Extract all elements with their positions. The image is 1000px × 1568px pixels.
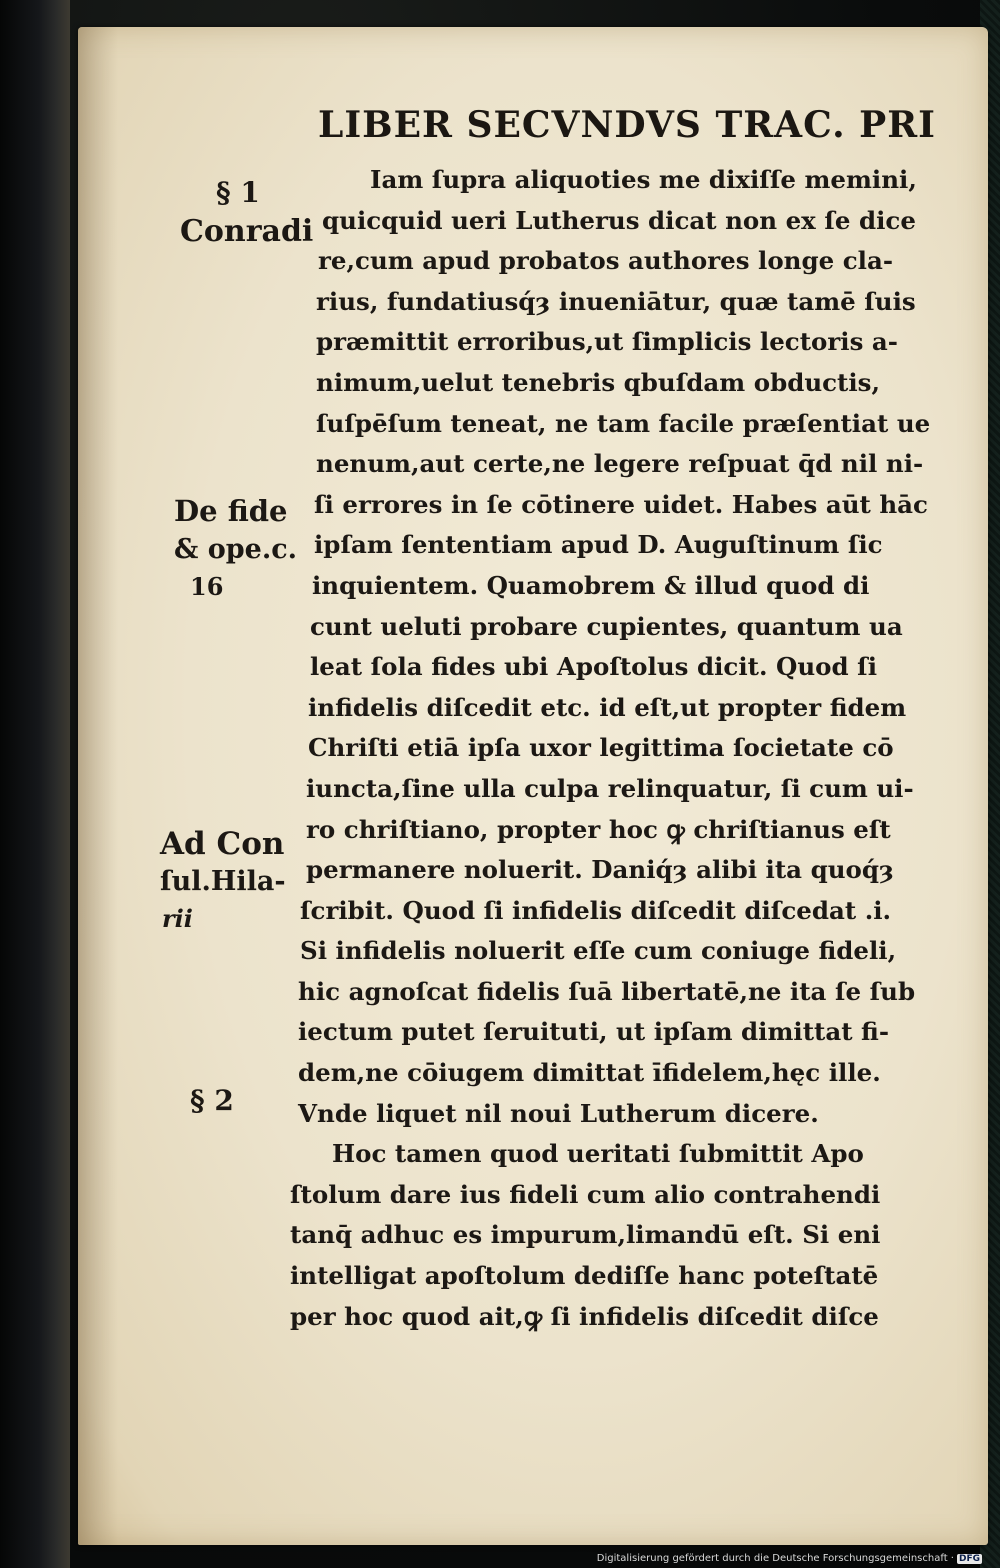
text-line: dem,ne cōiugem dimittat īfidelem,hęc ille. [298, 1058, 881, 1088]
text-line: iuncta,ſine ulla culpa relinquatur, ſi cum ui- [306, 773, 914, 803]
text-line: intelligat apoſtolum dediſſe hanc poteſtatē [290, 1261, 879, 1291]
margin-note-ope: & ope.c. [174, 534, 298, 565]
margin-section-mark: § 1 [216, 176, 260, 209]
margin-note-sul-hila: ſul.Hila- [160, 866, 286, 897]
margin-note-ad-con: Ad Con [160, 826, 285, 862]
digitization-credit [597, 1553, 982, 1564]
text-line: ſuſpēſum teneat, ne tam facile præſentiat ue [316, 408, 931, 438]
text-line: ſcribit. Quod ſi infidelis diſcedit diſcedat .i. [300, 895, 892, 925]
text-line: Vnde liquet nil noui Lutherum dicere. [298, 1098, 819, 1128]
text-line: rius, fundatiusq́ȝ inueniātur, quæ tamē ſuis [316, 286, 916, 316]
margin-note-number: 16 [190, 572, 224, 601]
text-line: permanere noluerit. Daniq́ȝ alibi ita quoq́ȝ [306, 855, 894, 885]
text-line: ro chriſtiano, propter hoc ꝙ chriſtianus eſt [306, 814, 891, 844]
credit-text: Digitalisierung gefördert durch die Deutsche Forschungsgemeinschaft · [596, 1553, 954, 1564]
text-line: præmittit erroribus,ut ſimplicis lectoris a- [316, 327, 898, 357]
text-line: ſi errores in ſe cōtinere uidet. Habes aūt hāc [314, 489, 928, 519]
text-line: quicquid ueri Lutherus dicat non ex ſe dice [322, 205, 916, 235]
text-line: nenum,aut certe,ne legere reſpuat q̄d nil ni- [316, 449, 924, 479]
text-line: Hoc tamen quod ueritati ſubmittit Apo [332, 1139, 864, 1169]
text-line: infidelis diſcedit etc. id eſt,ut propter fidem [308, 692, 907, 722]
running-head: LIBER SECVNDVS TRAC. PRI [318, 104, 936, 146]
text-line: per hoc quod ait,ꝙ ſi infidelis diſcedit diſce [290, 1301, 879, 1331]
margin-section-mark: § 2 [190, 1084, 234, 1117]
margin-note-rii: rii [162, 904, 193, 933]
book-spine [0, 0, 70, 1568]
text-line: leat ſola fides ubi Apoſtolus dicit. Quod ſi [310, 652, 878, 682]
text-line: Iam ſupra aliquoties me dixiſſe memini, [370, 165, 917, 194]
text-line: Si infidelis noluerit eſſe cum coniuge fideli, [300, 936, 897, 966]
text-line: nimum,uelut tenebris qbuſdam obductis, [316, 367, 881, 397]
text-line: inquientem. Quamobrem & illud quod di [312, 570, 870, 600]
text-line: Chriſti etiā ipſa uxor legittima ſocietate cō [308, 733, 894, 763]
text-line: hic agnoſcat fidelis ſuā libertatē,ne ita ſe ſub [298, 976, 916, 1006]
text-line: tanq̄ adhuc es impurum,limandū eſt. Si eni [290, 1220, 881, 1250]
body-text [290, 160, 950, 1337]
dfg-logo: DFG [958, 1554, 980, 1564]
text-line: cunt ueluti probare cupientes, quantum ua [310, 611, 903, 641]
text-line: ſtolum dare ius fideli cum alio contrahendi [290, 1179, 881, 1209]
text-line: ipſam ſententiam apud D. Auguſtinum ſic [314, 530, 883, 560]
margin-note-de-fide: De fide [174, 494, 288, 528]
text-line: re,cum apud probatos authores longe cla- [318, 246, 894, 276]
margin-note-conradi: Conradi [180, 214, 314, 249]
text-line: iectum putet ſeruituti, ut ipſam dimittat fi- [298, 1017, 890, 1047]
